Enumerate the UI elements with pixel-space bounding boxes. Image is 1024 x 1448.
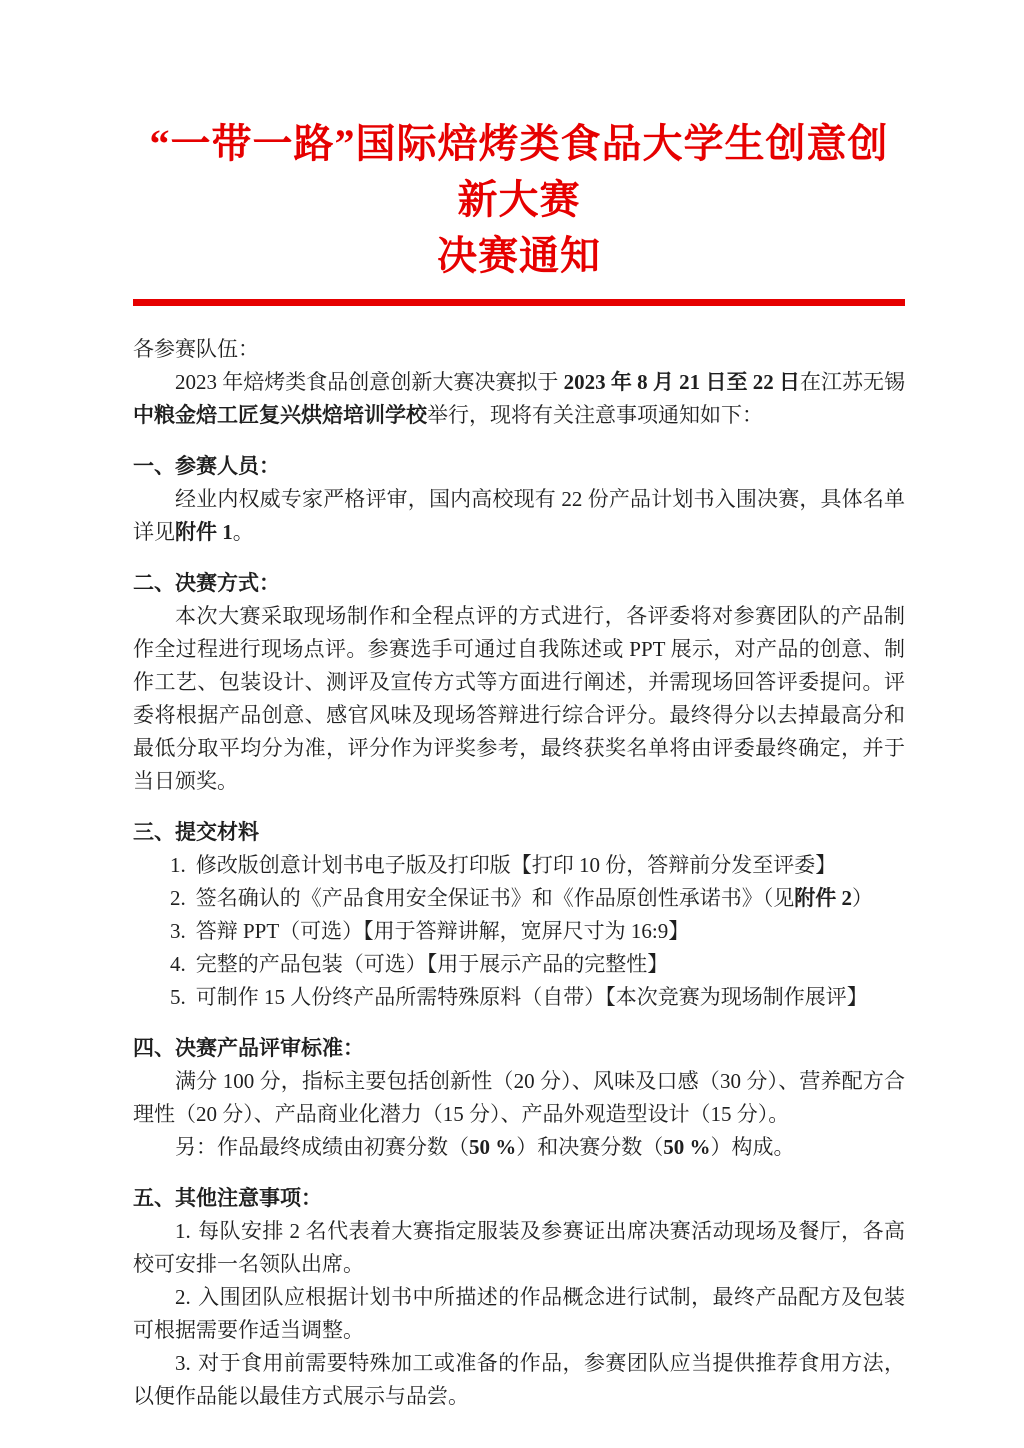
title-line-1: “一带一路”国际焙烤类食品大学生创意创新大赛	[149, 121, 889, 222]
material-item	[133, 849, 905, 882]
title-line-2: 决赛通知	[437, 233, 601, 278]
materials-list	[133, 849, 905, 1014]
document-body	[133, 333, 905, 1413]
material-item-number: 4.	[170, 952, 186, 976]
section-criteria-note: 另：作品最终成绩由初赛分数（50 %）和决赛分数（50 %）构成。	[175, 1135, 795, 1159]
section-final-format-heading: 二、决赛方式：	[133, 571, 280, 595]
material-item-text: 完整的产品包装（可选）【用于展示产品的完整性】	[195, 952, 669, 976]
section-other-notes	[133, 1182, 905, 1413]
note-item	[133, 1347, 905, 1413]
salutation: 各参赛队伍：	[133, 337, 259, 361]
note-item-text: 入围团队应根据计划书中所描述的作品概念进行试制，最终产品配方及包装可根据需要作适当调整。	[133, 1285, 905, 1342]
section-participants	[133, 450, 905, 549]
section-criteria	[133, 1032, 905, 1164]
section-materials	[133, 816, 905, 1014]
note-item-number: 3.	[175, 1351, 191, 1375]
document-header	[133, 116, 905, 306]
material-item-number: 5.	[170, 985, 186, 1009]
material-item-text: 修改版创意计划书电子版及打印版【打印 10 份，答辩前分发至评委】	[195, 853, 837, 877]
note-item-text: 每队安排 2 名代表着大赛指定服装及参赛证出席决赛活动现场及餐厅，各高校可安排一名领队出席。	[133, 1219, 905, 1276]
section-criteria-heading: 四、决赛产品评审标准：	[133, 1036, 364, 1060]
note-item-number: 1.	[175, 1219, 191, 1243]
intro-paragraph: 2023 年焙烤类食品创意创新大赛决赛拟于 2023 年 8 月 21 日至 22 日在江苏无锡中粮金焙工匠复兴烘焙培训学校举行，现将有关注意事项通知如下：	[133, 370, 906, 427]
material-item-number: 3.	[170, 919, 186, 943]
document-title	[133, 116, 905, 284]
section-criteria-paragraph: 满分 100 分，指标主要包括创新性（20 分）、风味及口感（30 分）、营养配方合理性（20 分）、产品商业化潜力（15 分）、产品外观造型设计（15 分）。	[133, 1069, 905, 1126]
title-divider-rule	[133, 299, 905, 306]
material-item	[133, 915, 905, 948]
material-item-number: 1.	[170, 853, 186, 877]
material-item	[133, 882, 905, 915]
section-other-notes-heading: 五、其他注意事项：	[133, 1186, 322, 1210]
note-item-text: 对于食用前需要特殊加工或准备的作品，参赛团队应当提供推荐食用方法，以便作品能以最佳方式展示与品尝。	[133, 1351, 905, 1408]
section-participants-paragraph: 经业内权威专家严格评审，国内高校现有 22 份产品计划书入围决赛，具体名单详见附件 1。	[133, 487, 905, 544]
section-participants-heading: 一、参赛人员：	[133, 454, 280, 478]
material-item-text: 答辩 PPT（可选）【用于答辩讲解，宽屏尺寸为 16:9】	[195, 919, 690, 943]
material-item-text: 签名确认的《产品食用安全保证书》和《作品原创性承诺书》（见附件 2）	[195, 886, 873, 910]
note-item	[133, 1281, 905, 1347]
material-item	[133, 981, 905, 1014]
material-item	[133, 948, 905, 981]
section-final-format	[133, 567, 905, 798]
material-item-text: 可制作 15 人份终产品所需特殊原料（自带）【本次竞赛为现场制作展评】	[195, 985, 868, 1009]
material-item-number: 2.	[170, 886, 186, 910]
note-item-number: 2.	[175, 1285, 191, 1309]
section-materials-heading: 三、提交材料	[133, 820, 259, 844]
section-final-format-paragraph: 本次大赛采取现场制作和全程点评的方式进行，各评委将对参赛团队的产品制作全过程进行现场点评。参赛选手可通过自我陈述或 PPT 展示，对产品的创意、制作工艺、包装设计、测评及宣传方式等方面进行阐述，并需现场回答评委提问。评委将根据产品创意、感官风味及现场答辩进行综合评分。最终得分以去掉最高分和最低分取平均分为准，评分作为评奖参考，最终获奖名单将由评委最终确定，并于当日颁奖。	[133, 604, 905, 793]
note-item	[133, 1215, 905, 1281]
